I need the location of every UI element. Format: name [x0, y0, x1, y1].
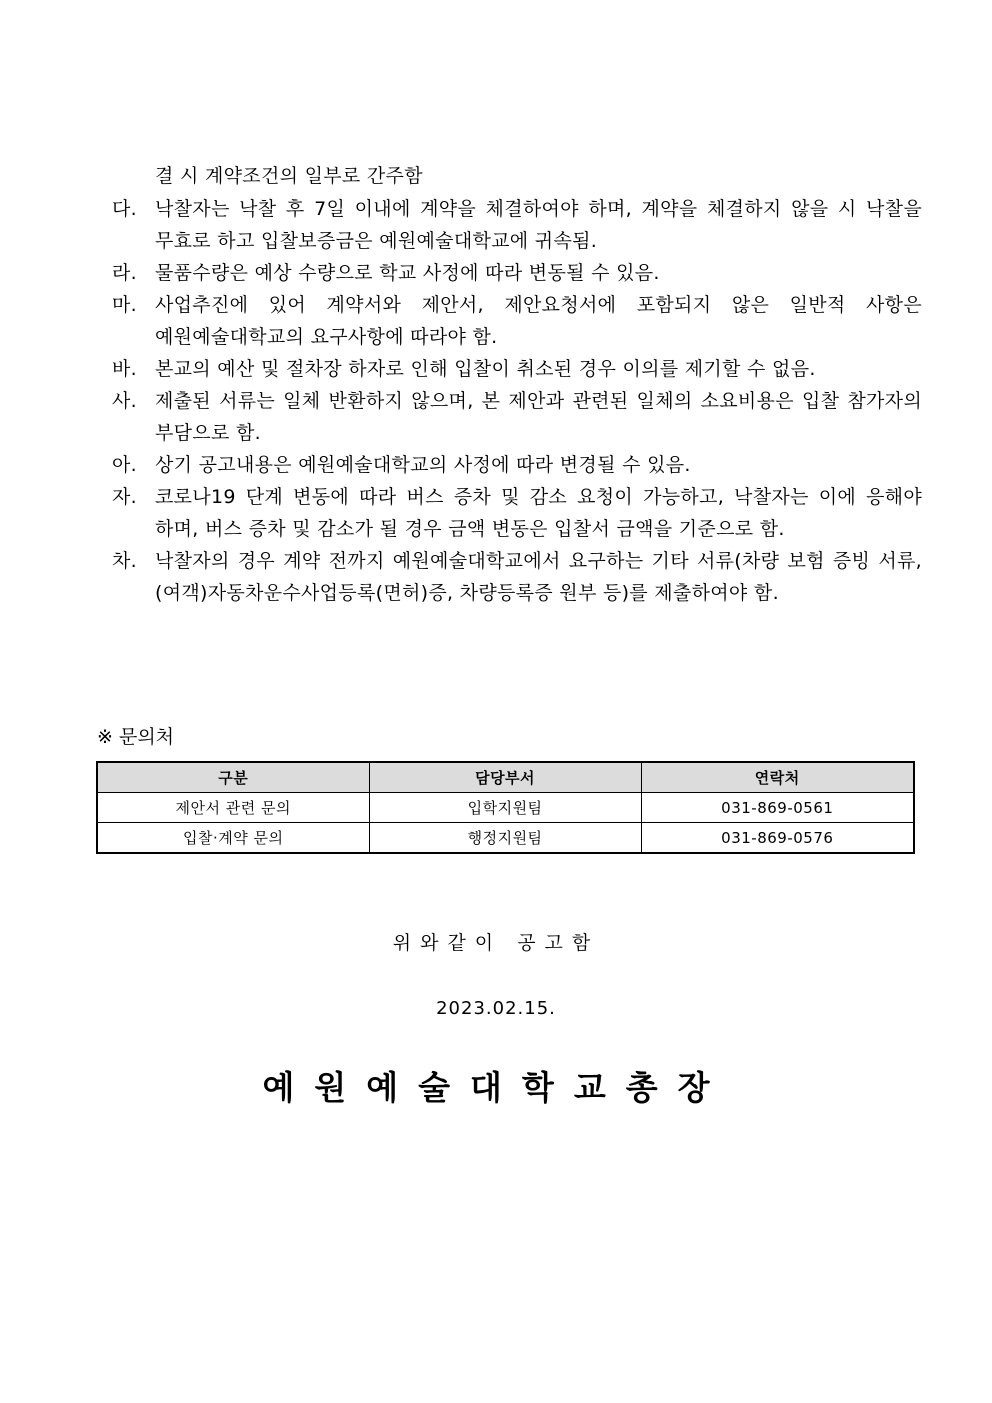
table-header-row: [97, 762, 914, 793]
continuation-text: 결 시 계약조건의 일부로 간주함: [155, 165, 423, 187]
notice-item: [112, 193, 922, 257]
notice-item: [112, 353, 922, 385]
cell-phone: 031-869-0576: [641, 823, 914, 854]
contact-heading: ※ 문의처: [97, 726, 175, 748]
item-text: 낙찰자의 경우 계약 전까지 예원예술대학교에서 요구하는 기타 서류(차량 보험 증빙 서류, (여객)자동차운수사업등록(면허)증, 차량등록증 원부 등)를 제출하여야 함.: [155, 550, 922, 604]
item-text: 물품수량은 예상 수량으로 학교 사정에 따라 변동될 수 있음.: [155, 262, 660, 284]
item-mark: 아.: [112, 454, 137, 476]
header-category: 구분: [97, 762, 369, 793]
item-mark: 사.: [112, 390, 137, 412]
item-mark: 다.: [112, 198, 137, 220]
item-mark: 마.: [112, 294, 137, 316]
item-text: 상기 공고내용은 예원예술대학교의 사정에 따라 변경될 수 있음.: [155, 454, 691, 476]
table-row: [97, 793, 914, 823]
table-row: [97, 823, 914, 854]
item-text: 사업추진에 있어 계약서와 제안서, 제안요청서에 포함되지 않은 일반적 사항은 예원예술대학교의 요구사항에 따라야 함.: [155, 294, 922, 348]
item-mark: 바.: [112, 358, 137, 380]
header-department: 담당부서: [369, 762, 641, 793]
header-phone: 연락처: [641, 762, 914, 793]
item-text: 본교의 예산 및 절차장 하자로 인해 입찰이 취소된 경우 이의를 제기할 수 없음.: [155, 358, 816, 380]
notice-item: [112, 545, 922, 609]
notice-item: [112, 289, 922, 353]
item-mark: 라.: [112, 262, 137, 284]
cell-phone: 031-869-0561: [641, 793, 914, 823]
contact-table: [96, 761, 915, 854]
notice-item: [112, 449, 922, 481]
item-mark: 차.: [112, 550, 137, 572]
issuer-signature: 예원예술대학교총장: [262, 1068, 730, 1107]
notice-item: [112, 481, 922, 545]
notice-items: [112, 193, 922, 609]
notice-item: [112, 385, 922, 449]
notice-item: [112, 257, 922, 289]
item-text: 낙찰자는 낙찰 후 7일 이내에 계약을 체결하여야 하며, 계약을 체결하지 않을 시 낙찰을 무효로 하고 입찰보증금은 예원예술대학교에 귀속됨.: [155, 198, 922, 252]
cell-department: 입학지원팀: [369, 793, 641, 823]
announcement-date: 2023.02.15.: [436, 998, 556, 1019]
cell-category: 입찰·계약 문의: [97, 823, 369, 854]
cell-category: 제안서 관련 문의: [97, 793, 369, 823]
item-text: 코로나19 단계 변동에 따라 버스 증차 및 감소 요청이 가능하고, 낙찰자는 이에 응해야 하며, 버스 증차 및 감소가 될 경우 금액 변동은 입찰서 금액을 기준으로 함.: [155, 486, 922, 540]
cell-department: 행정지원팀: [369, 823, 641, 854]
item-mark: 자.: [112, 486, 137, 508]
item-text: 제출된 서류는 일체 반환하지 않으며, 본 제안과 관련된 일체의 소요비용은 입찰 참가자의 부담으로 함.: [155, 390, 922, 444]
announcement-text: 위와같이 공고함: [392, 932, 600, 954]
